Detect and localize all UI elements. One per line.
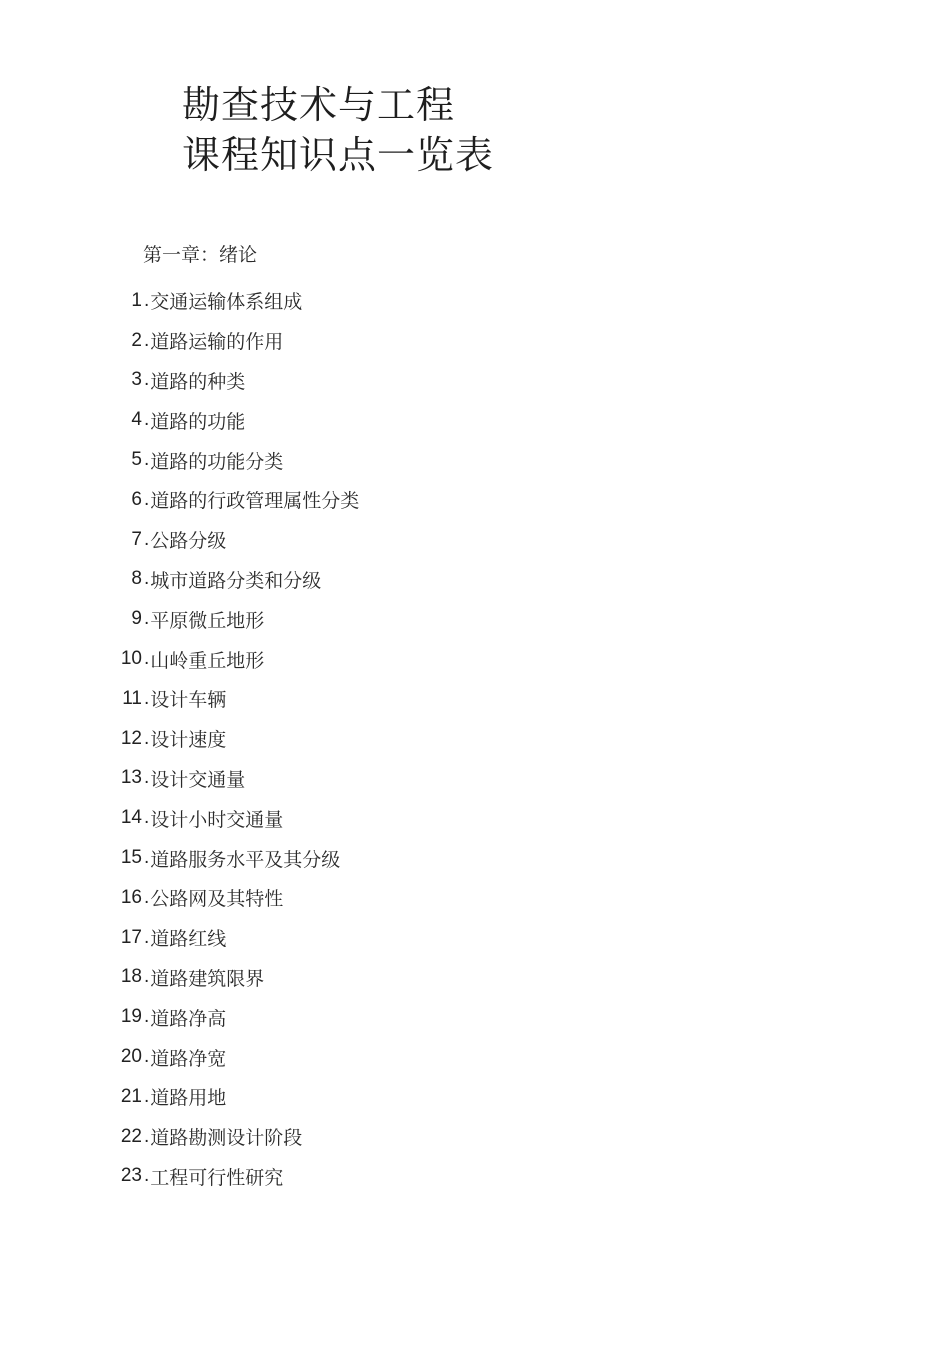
- list-item-text: 工程可行性研究: [150, 1166, 284, 1189]
- list-item: [108, 560, 708, 600]
- list-item-separator: .: [144, 926, 150, 948]
- list-item-text: 公路分级: [150, 530, 227, 553]
- title-block: [182, 80, 494, 180]
- list-item: [108, 361, 708, 401]
- list-item-text: 道路的功能: [150, 410, 246, 433]
- list-item: [108, 281, 708, 321]
- list-item-text: 道路净高: [150, 1007, 227, 1030]
- list-item: [108, 400, 708, 440]
- list-item-number: 9: [131, 608, 142, 630]
- list-item-separator: .: [144, 1085, 150, 1107]
- list-item-number: 21: [120, 1085, 142, 1107]
- list-item-separator: .: [144, 1125, 150, 1147]
- list-item-number: 10: [120, 648, 142, 670]
- list-item-text: 交通运输体系组成: [150, 291, 303, 314]
- list-item-separator: .: [144, 767, 150, 789]
- list-item-number: 17: [120, 926, 142, 948]
- list-item: [108, 1117, 708, 1157]
- list-item-number: 18: [120, 966, 142, 988]
- list-item: [108, 878, 708, 918]
- list-item-separator: .: [144, 289, 150, 311]
- list-item: [108, 798, 708, 838]
- list-item-number: 16: [120, 886, 142, 908]
- list-item-separator: .: [144, 1006, 150, 1028]
- list-item-separator: .: [144, 1165, 150, 1187]
- list-item-number: 4: [131, 409, 142, 431]
- knowledge-point-list: [108, 281, 708, 1196]
- list-item-text: 公路网及其特性: [150, 888, 284, 911]
- list-item-number: 1: [131, 289, 142, 311]
- list-item-separator: .: [144, 966, 150, 988]
- list-item-number: 13: [120, 767, 142, 789]
- list-item: [108, 918, 708, 958]
- list-item-number: 7: [131, 528, 142, 550]
- list-item-text: 山岭重丘地形: [150, 649, 265, 672]
- list-item: [108, 759, 708, 799]
- list-item-separator: .: [144, 409, 150, 431]
- list-item-text: 道路运输的作用: [150, 331, 284, 354]
- list-item-number: 12: [120, 727, 142, 749]
- list-item-separator: .: [144, 687, 150, 709]
- list-item-text: 道路用地: [150, 1087, 227, 1110]
- list-item-separator: .: [144, 847, 150, 869]
- list-item-text: 设计车辆: [150, 689, 227, 712]
- list-item-separator: .: [144, 369, 150, 391]
- list-item: [108, 1157, 708, 1197]
- list-item-number: 19: [120, 1006, 142, 1028]
- list-item: [108, 1037, 708, 1077]
- list-item: [108, 719, 708, 759]
- list-item-number: 22: [120, 1125, 142, 1147]
- list-item-number: 23: [120, 1165, 142, 1187]
- list-item-separator: .: [144, 807, 150, 829]
- list-item: [108, 958, 708, 998]
- list-item-number: 15: [120, 847, 142, 869]
- list-item-text: 道路的行政管理属性分类: [150, 490, 360, 513]
- list-item-text: 道路服务水平及其分级: [150, 848, 341, 871]
- list-item: [108, 679, 708, 719]
- list-item-number: 6: [131, 488, 142, 510]
- list-item-text: 道路净宽: [150, 1047, 227, 1070]
- list-item: [108, 321, 708, 361]
- list-item-text: 道路的功能分类: [150, 450, 284, 473]
- list-item: [108, 599, 708, 639]
- list-item-text: 道路红线: [150, 928, 227, 951]
- list-item-separator: .: [144, 568, 150, 590]
- list-item-text: 道路的种类: [150, 370, 246, 393]
- list-item-text: 设计小时交通量: [150, 808, 284, 831]
- document-title-line-2: 课程知识点一览表: [182, 133, 495, 177]
- list-item: [108, 997, 708, 1037]
- list-item-text: 道路勘测设计阶段: [150, 1127, 303, 1150]
- list-item-text: 设计速度: [150, 729, 227, 752]
- list-item: [108, 440, 708, 480]
- list-item: [108, 480, 708, 520]
- list-item-text: 平原微丘地形: [150, 609, 265, 632]
- list-item: [108, 838, 708, 878]
- list-item-number: 3: [131, 369, 142, 391]
- list-item-text: 设计交通量: [150, 768, 246, 791]
- list-item-separator: .: [144, 329, 150, 351]
- list-item-separator: .: [144, 449, 150, 471]
- list-item-text: 城市道路分类和分级: [150, 569, 322, 592]
- list-item-number: 8: [131, 568, 142, 590]
- document-title-line-1: 勘查技术与工程: [182, 83, 456, 127]
- list-item-number: 20: [120, 1046, 142, 1068]
- list-item-text: 道路建筑限界: [150, 967, 265, 990]
- list-item-number: 11: [122, 687, 142, 709]
- list-item: [108, 1077, 708, 1117]
- list-item-separator: .: [144, 1046, 150, 1068]
- list-item-number: 2: [131, 329, 142, 351]
- list-item-separator: .: [144, 488, 150, 510]
- list-item: [108, 520, 708, 560]
- list-item: [108, 639, 708, 679]
- list-item-number: 5: [131, 449, 142, 471]
- list-item-separator: .: [144, 886, 150, 908]
- list-item-separator: .: [144, 727, 150, 749]
- list-item-number: 14: [120, 807, 142, 829]
- chapter-heading: 第一章：绪论: [143, 244, 258, 266]
- list-item-separator: .: [144, 528, 150, 550]
- list-item-separator: .: [144, 648, 150, 670]
- list-item-separator: .: [144, 608, 150, 630]
